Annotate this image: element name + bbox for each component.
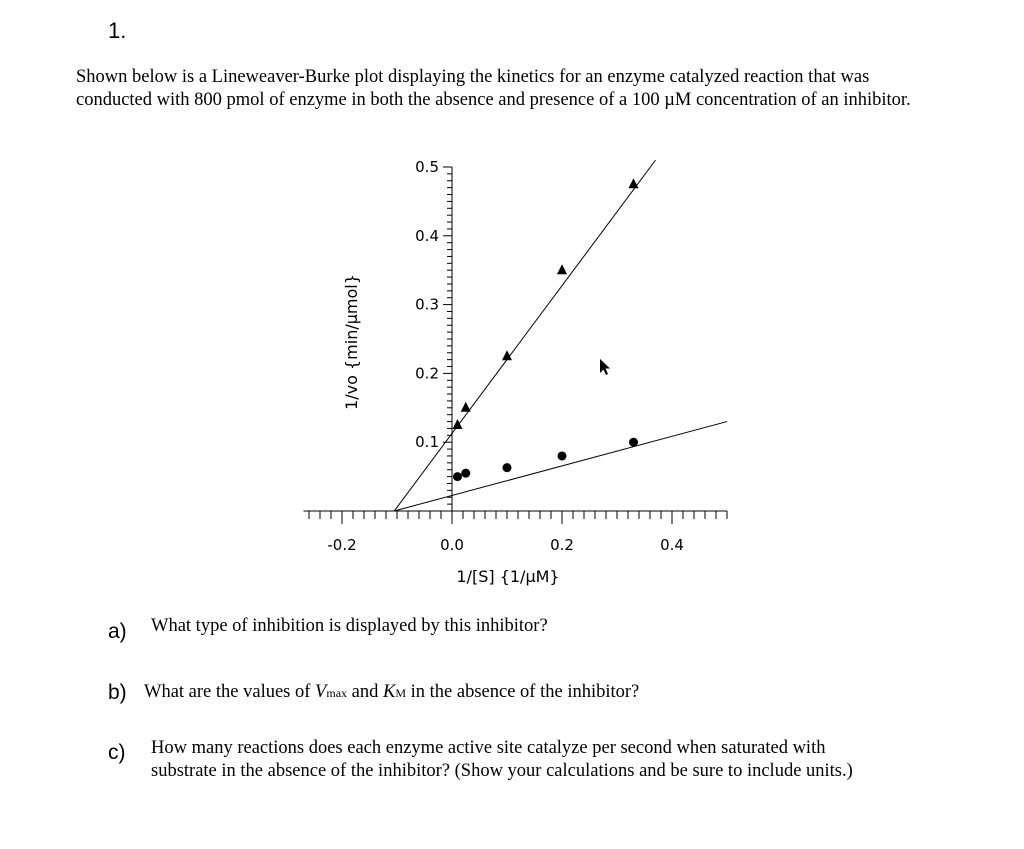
triangle-point [629, 178, 639, 188]
intro-paragraph: Shown below is a Lineweaver-Burke plot displaying the kinetics for an enzyme catalyzed reaction that was conducted with 800 pmol of enzyme in both the absence and presence of a 100 µM concentration of an inhibitor. [76, 67, 911, 110]
y-tick-label: 0.2 [415, 364, 439, 383]
question-b-text-before: What are the values of [144, 682, 316, 702]
question-b-and: and [347, 682, 383, 702]
y-tick-label: 0.4 [415, 226, 439, 245]
triangle-point [461, 402, 471, 412]
question-a-label: a) [108, 620, 127, 643]
km-subscript: M [395, 686, 407, 700]
y-tick-label: 0.3 [415, 295, 439, 314]
triangle-point [453, 419, 463, 429]
km-symbol: K [383, 682, 396, 702]
question-c-line-1: How many reactions does each enzyme active site catalyze per second when saturated with [151, 738, 826, 758]
question-c-text [151, 737, 1001, 783]
question-b-text [144, 681, 639, 705]
data-points [453, 178, 639, 481]
circle-point [503, 463, 512, 472]
question-number: 1. [108, 18, 127, 43]
vmax-symbol: V [315, 682, 327, 702]
circle-point [461, 469, 470, 478]
fit-line-series-2 [394, 422, 727, 511]
circle-point [558, 451, 567, 460]
question-c-label: c) [108, 741, 126, 764]
question-c-line-2: substrate in the absence of the inhibitor? (Show your calculations and be sure to include units.) [151, 761, 853, 781]
question-a-text: What type of inhibition is displayed by this inhibitor? [151, 616, 548, 636]
y-tick-label: 0.5 [415, 158, 439, 176]
question-b-text-after: in the absence of the inhibitor? [406, 682, 640, 702]
circle-point [453, 472, 462, 481]
mouse-cursor-icon [600, 359, 610, 375]
triangle-point [557, 264, 567, 274]
y-tick-label: 0.1 [415, 433, 439, 452]
x-tick-label: 0.0 [440, 536, 464, 554]
circle-point [629, 438, 638, 447]
x-axis-label: 1/[S] {1/µM} [456, 567, 560, 586]
fit-line-series-1 [394, 160, 655, 511]
question-b-label: b) [108, 681, 127, 704]
plot-axes [304, 167, 728, 524]
x-tick-label: 0.4 [660, 536, 684, 554]
x-tick-label: 0.2 [550, 536, 574, 554]
x-tick-label: -0.2 [327, 536, 357, 554]
vmax-subscript: max [326, 686, 348, 700]
y-axis-label: 1/vo {min/µmol} [342, 274, 361, 410]
